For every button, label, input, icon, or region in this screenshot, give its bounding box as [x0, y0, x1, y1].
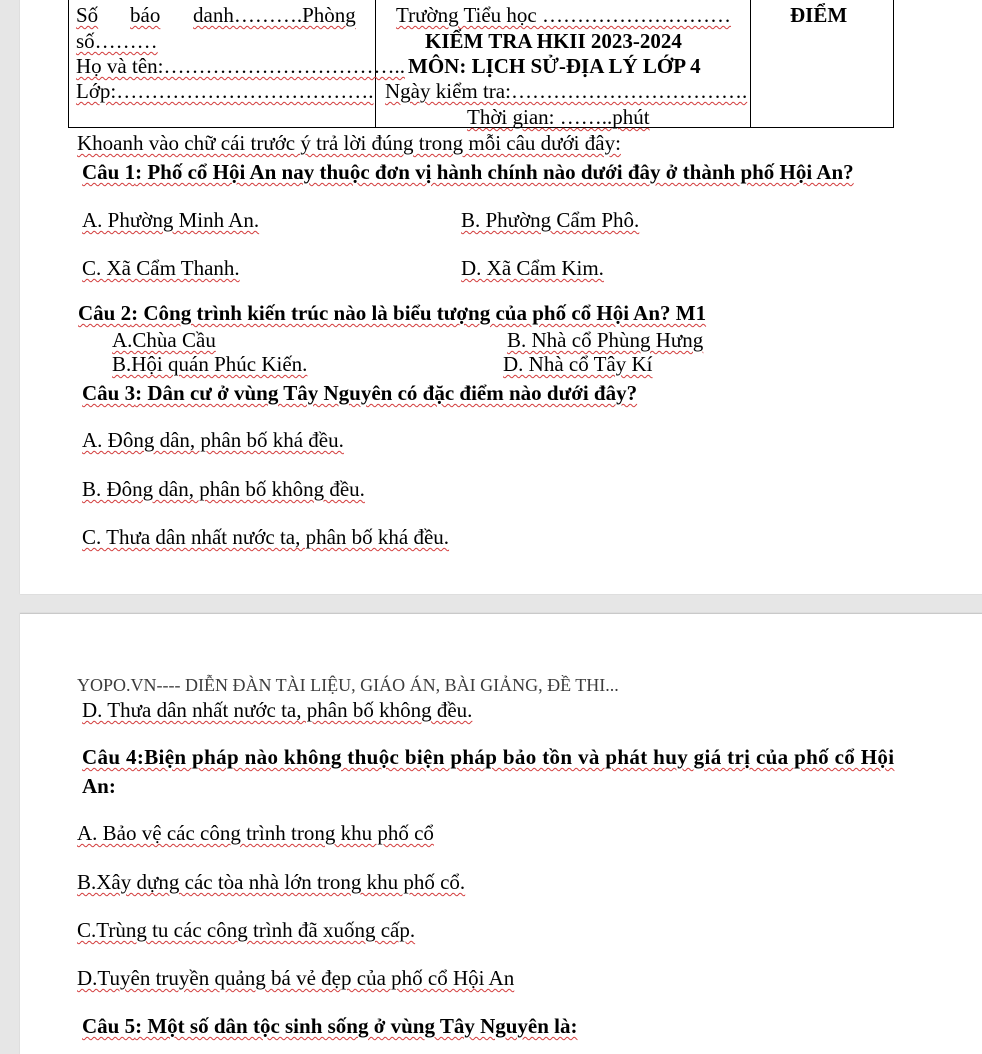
- question-3-option-a[interactable]: A. Đông dân, phân bố khá đều.: [82, 428, 344, 452]
- question-4-option-c[interactable]: C.Trùng tu các công trình đã xuống cấp.: [77, 918, 416, 942]
- question-1-option-b[interactable]: B. Phường Cẩm Phô.: [461, 208, 640, 232]
- question-5-text: : Một số dân tộc sinh sống ở vùng Tây Nguyên là:: [135, 1014, 578, 1038]
- score-label: ĐIỂM: [790, 3, 848, 27]
- question-2-option-a[interactable]: A.Chùa Cầu: [112, 328, 216, 352]
- question-3-text: : Dân cư ở vùng Tây Nguyên có đặc điểm nào dưới đây?: [135, 381, 638, 405]
- question-4-label: Câu 4: [82, 745, 137, 769]
- question-1-text: : Phố cổ Hội An nay thuộc đơn vị hành chính nào dưới đây ở thành phố Hội An?: [135, 160, 854, 184]
- instruction-text: Khoanh vào chữ cái trước ý trả lời đúng trong mỗi câu dưới đây:: [77, 131, 621, 155]
- question-2-text: : Công trình kiến trúc nào là biểu tượng của phố cổ Hội An? M1: [131, 301, 707, 325]
- question-1-option-c[interactable]: C. Xã Cẩm Thanh.: [82, 256, 240, 280]
- exam-title: KIỂM TRA HKII 2023-2024: [425, 29, 682, 53]
- question-1-option-d[interactable]: D. Xã Cẩm Kim.: [461, 256, 604, 280]
- question-3-label: Câu 3: [82, 381, 136, 405]
- student-number-word-1: Số: [76, 3, 99, 27]
- question-4-text: :Biện pháp nào không thuộc biện pháp bảo tồn và phát huy giá trị của phố cổ Hội: [136, 745, 895, 769]
- exam-subject: MÔN: LỊCH SỬ-ĐỊA LÝ LỚP 4: [408, 54, 701, 78]
- question-3-option-d[interactable]: D. Thưa dân nhất nước ta, phân bố không đều.: [82, 698, 473, 722]
- question-2-option-c[interactable]: B.Hội quán Phúc Kiến.: [112, 352, 308, 376]
- question-4-option-d[interactable]: D.Tuyên truyền quảng bá vẻ đẹp của phố cổ Hội An: [77, 966, 515, 990]
- question-5-label: Câu 5: [82, 1014, 136, 1038]
- question-2-label: Câu 2: [78, 301, 132, 325]
- question-1-option-a[interactable]: A. Phường Minh An.: [82, 208, 260, 232]
- student-number-word-3: danh……….Phòng: [193, 3, 356, 27]
- question-2-option-d[interactable]: D. Nhà cổ Tây Kí: [503, 352, 653, 376]
- question-4-text-continued: An:: [82, 774, 116, 798]
- student-number-word-2: báo: [130, 3, 161, 27]
- question-4-option-b[interactable]: B.Xây dựng các tòa nhà lớn trong khu phố cổ.: [77, 870, 466, 894]
- watermark-text: YOPO.VN---- DIỄN ĐÀN TÀI LIỆU, GIÁO ÁN, BÀI GIẢNG, ĐỀ THI...: [77, 675, 619, 695]
- room-number-field: số………: [76, 29, 158, 53]
- question-4-option-a[interactable]: A. Bảo vệ các công trình trong khu phố cổ: [77, 821, 434, 845]
- class-field: Lớp:……………………………….: [76, 79, 374, 103]
- exam-duration-field: Thời gian: ……..phút: [467, 105, 650, 129]
- question-1-label: Câu 1: [82, 160, 136, 184]
- student-name-field: Họ và tên:……………………………..: [76, 54, 405, 78]
- exam-date-field: Ngày kiểm tra:…………………………….: [385, 79, 748, 103]
- question-2-option-b[interactable]: B. Nhà cổ Phùng Hưng: [507, 328, 704, 352]
- question-3-option-c[interactable]: C. Thưa dân nhất nước ta, phân bố khá đều.: [82, 525, 450, 549]
- question-3-option-b[interactable]: B. Đông dân, phân bố không đều.: [82, 477, 365, 501]
- school-name: Trường Tiểu học ………………………: [396, 3, 732, 27]
